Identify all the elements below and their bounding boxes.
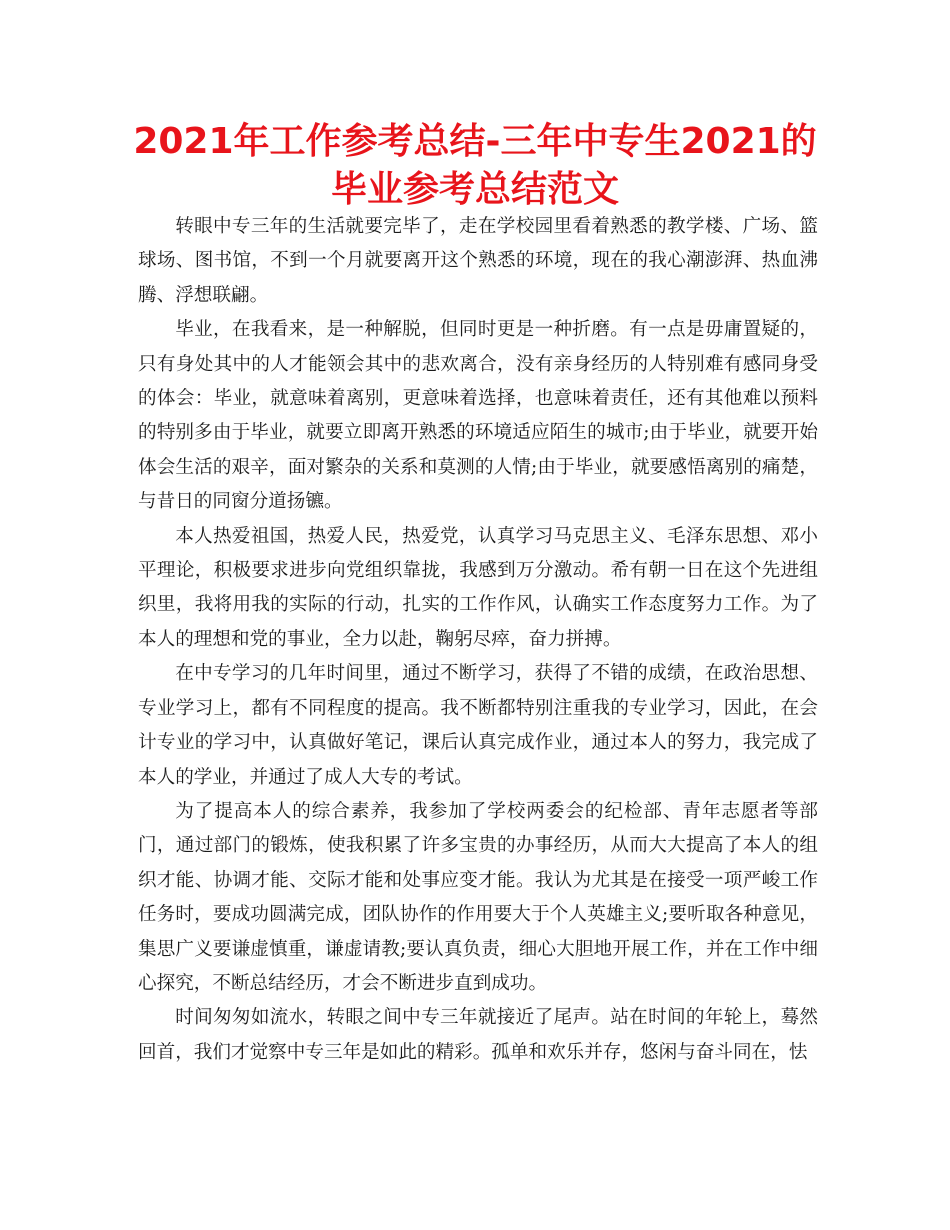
paragraph-4: 在中专学习的几年时间里，通过不断学习，获得了不错的成绩，在政治思想、专业学习上，都有不同程度的提高。我不断都特别注重我的专业学习，因此，在会计专业的学习中，认真做好笔记，课后认真完成作业，通过本人的努力，我完成了本人的学业，并通过了成人大专的考试。: [138, 663, 818, 788]
document-title: 2021年工作参考总结-三年中专生2021的毕业参考总结范文: [133, 121, 817, 210]
paragraph-3: 本人热爱祖国，热爱人民，热爱党，认真学习马克思主义、毛泽东思想、邓小平理论，积极要求进步向党组织靠拢，我感到万分激动。希有朝一日在这个先进组织里，我将用我的实际的行动，扎实的工作作风，认确实工作态度努力工作。为了本人的理想和党的事业，全力以赴，鞠躬尽瘁，奋力拼搏。: [138, 525, 818, 650]
paragraph-2: 毕业，在我看来，是一种解脱，但同时更是一种折磨。有一点是毋庸置疑的，只有身处其中的人才能领会其中的悲欢离合，没有亲身经历的人特别难有感同身受的体会：毕业，就意味着离别，更意味着选择，也意味着责任，还有其他难以预料的特别多由于毕业，就要立即离开熟悉的环境适应陌生的城市;由于毕业，就要开始体会生活的艰辛，面对繁杂的关系和莫测的人情;由于毕业，就要感悟离别的痛楚，与昔日的同窗分道扬镳。: [138, 319, 818, 513]
paragraph-6: 时间匆匆如流水，转眼之间中专三年就接近了尾声。站在时间的年轮上，蓦然回首，我们才觉察中专三年是如此的精彩。孤单和欢乐并存，悠闲与奋斗同在，怯: [138, 1007, 818, 1063]
document-body: [138, 210, 818, 1070]
paragraph-5: 为了提高本人的综合素养，我参加了学校两委会的纪检部、青年志愿者等部门，通过部门的锻炼，使我积累了许多宝贵的办事经历，从而大大提高了本人的组织才能、协调才能、交际才能和处事应变才能。我认为尤其是在接受一项严峻工作任务时，要成功圆满完成，团队协作的作用要大于个人英雄主义;要听取各种意见，集思广义要谦虚慎重，谦虚请教;要认真负责，细心大胆地开展工作，并在工作中细心探究，不断总结经历，才会不断进步直到成功。: [138, 800, 818, 994]
paragraph-1: 转眼中专三年的生活就要完毕了，走在学校园里看着熟悉的教学楼、广场、篮球场、图书馆，不到一个月就要离开这个熟悉的环境，现在的我心潮澎湃、热血沸腾、浮想联翩。: [138, 216, 818, 306]
